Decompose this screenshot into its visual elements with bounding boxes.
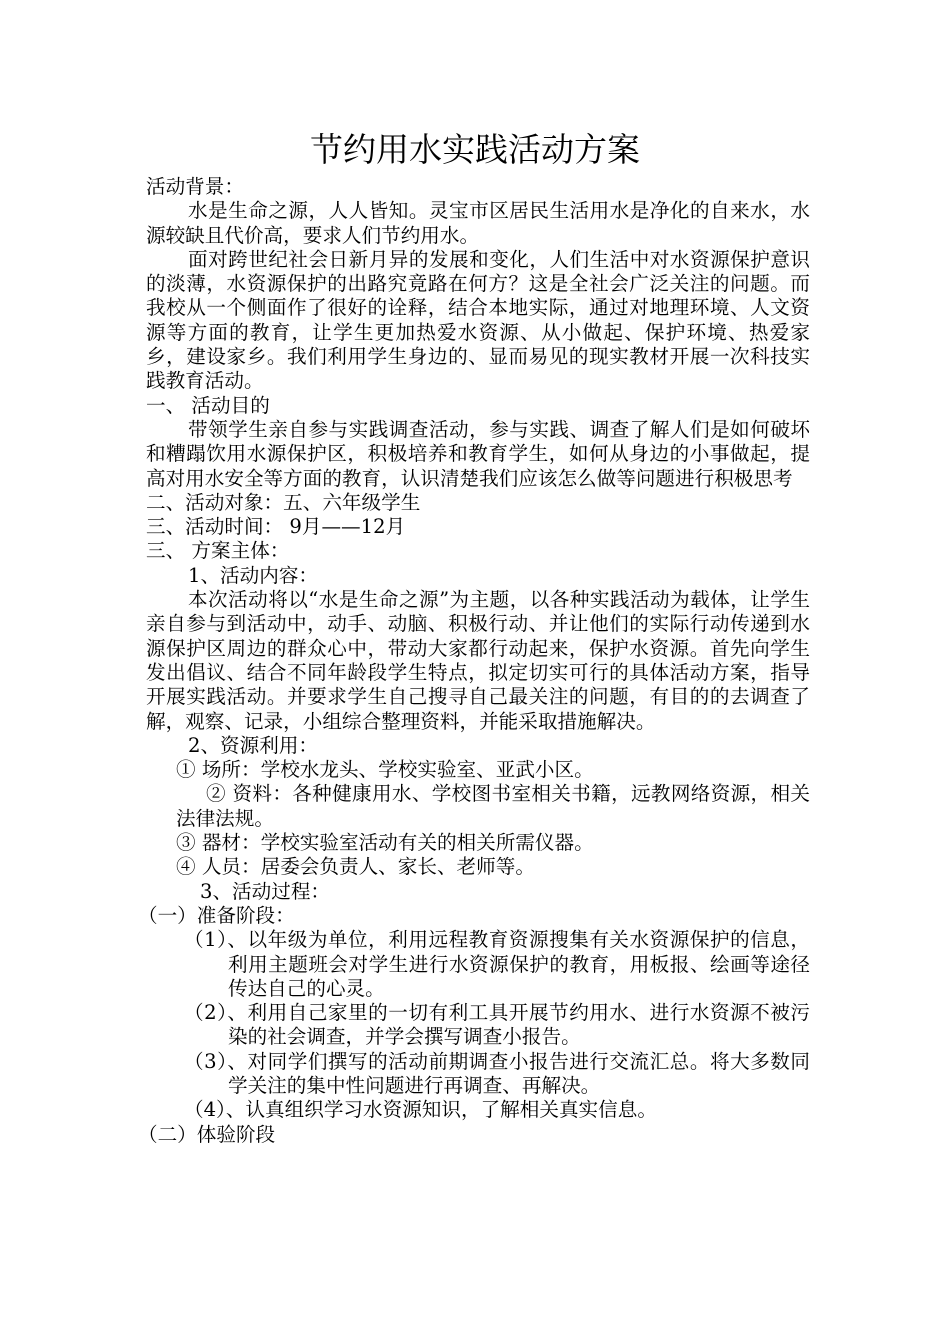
paragraph: 水是生命之源，人人皆知。灵宝市区居民生活用水是净化的自来水，水源较缺且代价高，要求人们节约用水。 [146,199,810,247]
document-body [138,175,810,1147]
paragraph: 带领学生亲自参与实践调查活动，参与实践、调查了解人们是如何破坏和糟蹋饮用水源保护区，积极培养和教育学生，如何从身边的小事做起，提高对用水安全等方面的教育，认识清楚我们应该怎么做等问题进行积极思考 [146,417,810,490]
paragraph: 面对跨世纪社会日新月异的发展和变化，人们生活中对水资源保护意识的淡薄，水资源保护的出路究竟路在何方？这是全社会广泛关注的问题。而我校从一个侧面作了很好的诠释，结合本地实际，通过对地理环境、人文资源等方面的教育，让学生更加热爱水资源、从小做起、保护环境、热爱家乡，建设家乡。我们利用学生身边的、显而易见的现实教材开展一次科技实践教育活动。 [146,247,810,393]
subheading-resources: 2、资源利用： [188,733,319,757]
list-item: ④ 人员：居委会负责人、家长、老师等。 [176,855,535,879]
stage-heading-prep: （一）准备阶段： [138,903,295,927]
document-title: 节约用水实践活动方案 [310,130,640,169]
list-item: ① 场所：学校水龙头、学校实验室、亚武小区。 [176,758,594,782]
section-heading-plan: 三、 方案主体： [146,539,290,563]
subheading-content: 1、活动内容： [188,563,319,587]
paragraph: 本次活动将以“水是生命之源”为主题，以各种实践活动为载体，让学生亲自参与到活动中，动手、动脑、积极行动、并让他们的实际行动传递到水源保护区周边的群众心中，带动大家都行动起来，保护水资源。首先向学生发出倡议、结合不同年龄段学生特点，拟定切实可行的具体活动方案，指导开展实践活动。并要求学生自己搜寻自己最关注的问题，有目的的去调查了解，观察、记录，小组综合整理资料，并能采取措施解决。 [146,588,810,733]
list-item: （3）、对同学们撰写的活动前期调查小报告进行交流汇总。将大多数同学关注的集中性问题进行再调查、再解决。 [184,1049,810,1097]
subheading-process: 3、活动过程： [200,879,331,903]
section-heading-background: 活动背景： [146,175,244,198]
list-item: ② 资料：各种健康用水、学校图书室相关书籍，远教网络资源，相关法律法规。 [176,782,810,830]
stage-heading-experience: （二）体验阶段 [138,1122,276,1146]
section-heading-goal: 一、 活动目的 [146,393,270,417]
list-item: （1）、以年级为单位，利用远程教育资源搜集有关水资源保护的信息，利用主题班会对学生进行水资源保护的教育，用板报、绘画等途径传达自己的心灵。 [184,928,810,1000]
section-heading-time: 三、活动时间： 9月——12月 [146,515,406,539]
section-heading-audience: 二、活动对象：五、六年级学生 [146,490,421,514]
list-item: ③ 器材：学校实验室活动有关的相关所需仪器。 [176,831,594,855]
list-item: （4）、认真组织学习水资源知识，了解相关真实信息。 [184,1098,657,1122]
list-item: （2）、利用自己家里的一切有利工具开展节约用水、进行水资源不被污染的社会调查，并学会撰写调查小报告。 [184,1001,810,1049]
